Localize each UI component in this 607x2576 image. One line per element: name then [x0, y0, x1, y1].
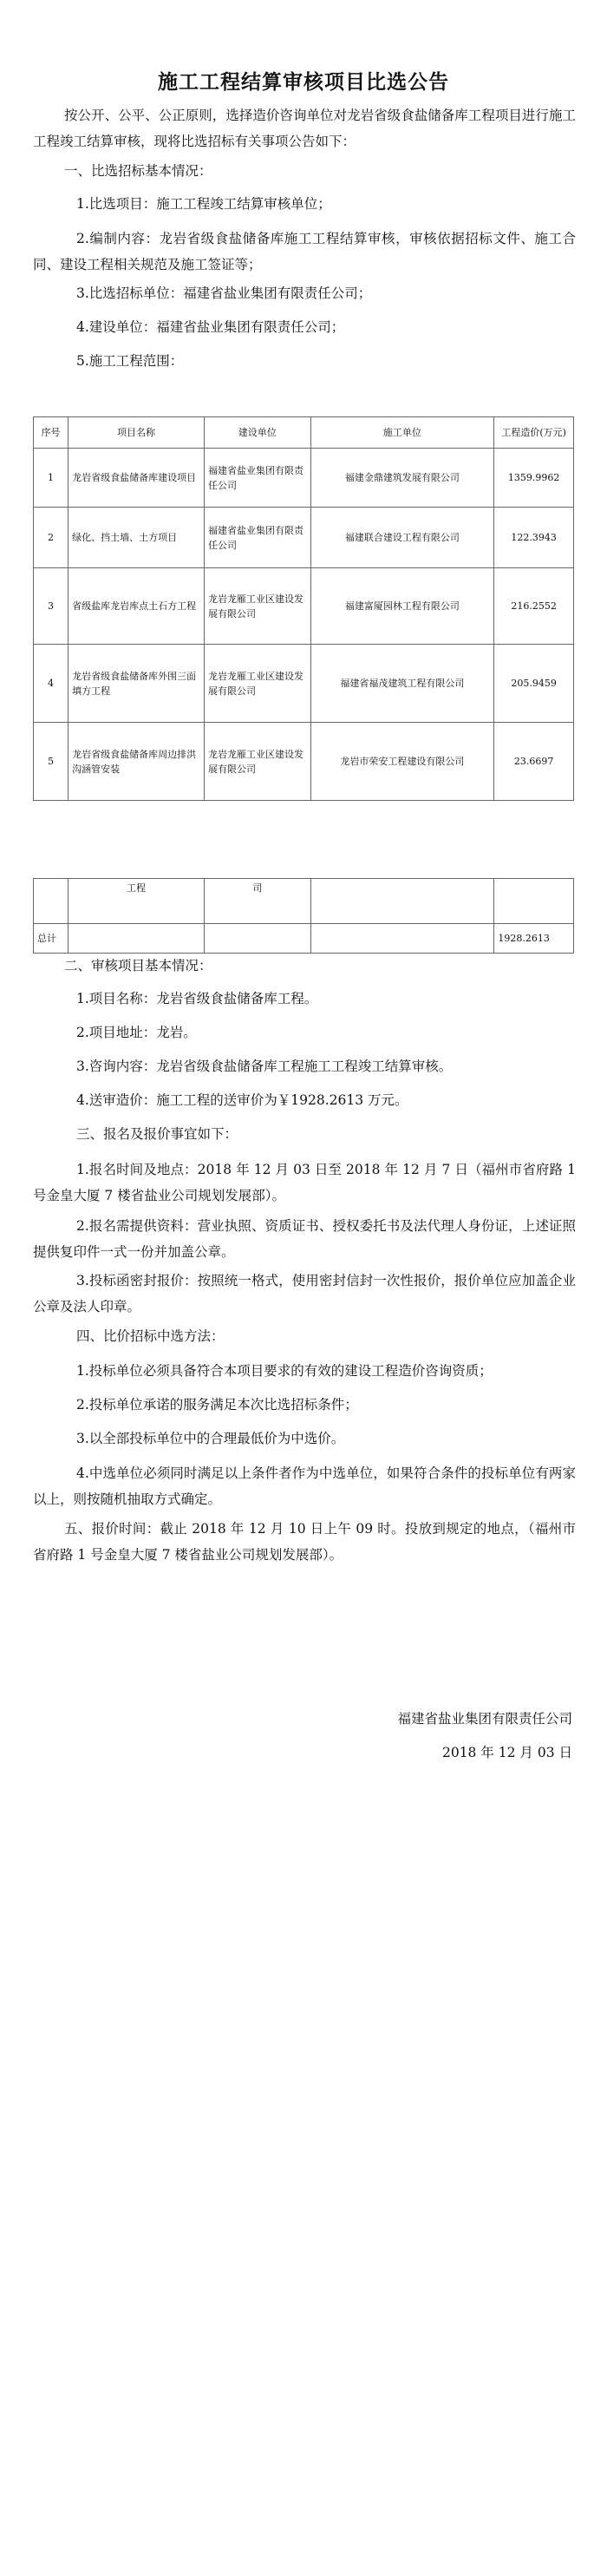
col-header-contractor: 施工单位	[310, 417, 494, 449]
table-row	[34, 723, 574, 801]
section1-item-5: 5.施工工程范围：	[76, 353, 184, 369]
cont-cell-1	[34, 879, 69, 924]
cont-cell-5	[494, 879, 574, 924]
section2-item-4: 4.送审造价：施工工程的送审价为￥1928.2613 万元。	[76, 1092, 408, 1108]
col-header-project: 项目名称	[69, 417, 205, 449]
section2-heading: 二、审核项目基本情况：	[64, 958, 212, 973]
section2-item-2: 2.项目地址：龙岩。	[76, 1025, 197, 1040]
table-row	[34, 645, 574, 723]
total-value: 1928.2613	[494, 924, 574, 954]
section4-heading: 四、比价招标中选方法：	[76, 1328, 225, 1344]
row-project: 省级盐库龙岩库点土石方工程	[69, 568, 205, 645]
row-index: 1	[34, 449, 69, 508]
section1-item-4: 4.建设单位：福建省盐业集团有限责任公司；	[76, 319, 345, 335]
row-cost: 1359.9962	[494, 449, 574, 508]
section4-item-2: 2.投标单位承诺的服务满足本次比选招标条件；	[76, 1397, 358, 1413]
section1-heading: 一、比选招标基本情况：	[64, 163, 212, 179]
row-index: 4	[34, 645, 69, 723]
cont-cell-3: 司	[204, 879, 310, 924]
row-project: 龙岩省级食盐储备库建设项目	[69, 449, 205, 508]
row-cost: 216.2552	[494, 568, 574, 645]
row-index: 3	[34, 568, 69, 645]
section3-item-2: 2.报名需提供资料：营业执照、资质证书、授权委托书及法代理人身份证，上述证照提供复印件一式一份并加盖公章。	[33, 1218, 576, 1260]
section3-heading: 三、报名及报价事宜如下：	[76, 1126, 238, 1142]
cont-cell-2: 工程	[69, 879, 205, 924]
row-project: 龙岩省级食盐储备库外围三面填方工程	[69, 645, 205, 723]
section1-item-1: 1.比选项目：施工工程竣工结算审核单位；	[76, 196, 331, 212]
row-contractor: 福建省福茂建筑工程有限公司	[310, 645, 494, 723]
section3-item-3: 3.投标函密封报价：按照统一格式，使用密封信封一次性报价，报价单位应加盖企业公章及法人印章。	[33, 1273, 576, 1314]
cont-cell-4	[310, 879, 494, 924]
row-project: 绿化、挡土墙、土方项目	[69, 508, 205, 568]
table-row	[34, 449, 574, 508]
section4-item-4: 4.中选单位必须同时满足以上条件者作为中选单位，如果符合条件的投标单位有两家以上，则按随机抽取方式确定。	[33, 1465, 576, 1507]
row-owner: 龙岩龙雁工业区建设发展有限公司	[204, 645, 310, 723]
section4-item-1: 1.投标单位必须具备符合本项目要求的有效的建设工程造价咨询资质；	[76, 1363, 493, 1379]
signature-org: 福建省盐业集团有限责任公司	[397, 1711, 572, 1727]
notice-title: 施工工程结算审核项目比选公告	[158, 71, 449, 94]
project-table	[33, 416, 574, 801]
section4-item-3: 3.以全部投标单位中的合理最低价为中选价。	[76, 1431, 345, 1446]
row-contractor: 福建金鼎建筑发展有限公司	[310, 449, 494, 508]
table-total-row	[34, 924, 574, 954]
row-index: 2	[34, 508, 69, 568]
row-cost: 122.3943	[494, 508, 574, 568]
total-label: 总计	[34, 924, 69, 954]
row-contractor: 龙岩市荣安工程建设有限公司	[310, 723, 494, 801]
row-project: 龙岩省级食盐储备库周边排洪沟涵管安装	[69, 723, 205, 801]
signature-date: 2018 年 12 月 03 日	[441, 1745, 572, 1760]
row-cost: 205.9459	[494, 645, 574, 723]
row-owner: 龙岩龙雁工业区建设发展有限公司	[204, 568, 310, 645]
table-row	[34, 508, 574, 568]
section1-item-3: 3.比选招标单位：福建省盐业集团有限责任公司；	[76, 285, 372, 301]
row-contractor: 福建联合建设工程有限公司	[310, 508, 494, 568]
row-owner: 龙岩龙雁工业区建设发展有限公司	[204, 723, 310, 801]
row-contractor: 福建富厦园林工程有限公司	[310, 568, 494, 645]
col-header-index: 序号	[34, 417, 69, 449]
row-index: 5	[34, 723, 69, 801]
row-owner: 福建省盐业集团有限责任公司	[204, 508, 310, 568]
table-row	[34, 879, 574, 924]
section5-paragraph: 五、报价时间：截止 2018 年 12 月 10 日上午 09 时。投放到规定的地点，（福州市省府路 1 号金皇大厦 7 楼省盐业公司规划发展部）。	[33, 1521, 576, 1563]
col-header-cost: 工程造价(万元)	[494, 417, 574, 449]
row-owner: 福建省盐业集团有限责任公司	[204, 449, 310, 508]
row-cost: 23.6697	[494, 723, 574, 801]
intro-paragraph: 按公开、公平、公正原则，选择造价咨询单位对龙岩省级食盐储备库工程项目进行施工工程竣工结算审核，现将比选招标有关事项公告如下：	[33, 108, 576, 149]
table-row	[34, 568, 574, 645]
section1-item-2: 2.编制内容：龙岩省级食盐储备库施工工程结算审核，审核依据招标文件、施工合同、建设工程相关规范及施工签证等；	[33, 231, 576, 272]
section2-item-3: 3.咨询内容：龙岩省级食盐储备库工程施工工程竣工结算审核。	[76, 1059, 453, 1074]
project-table-continued	[33, 878, 574, 954]
section2-item-1: 1.项目名称：龙岩省级食盐储备库工程。	[76, 991, 318, 1006]
section3-item-1: 1.报名时间及地点：2018 年 12 月 03 日至 2018 年 12 月 7 日（福州市省府路 1 号金皇大厦 7 楼省盐业公司规划发展部）。	[33, 1162, 576, 1203]
col-header-owner: 建设单位	[204, 417, 310, 449]
table-header-row	[34, 417, 574, 449]
